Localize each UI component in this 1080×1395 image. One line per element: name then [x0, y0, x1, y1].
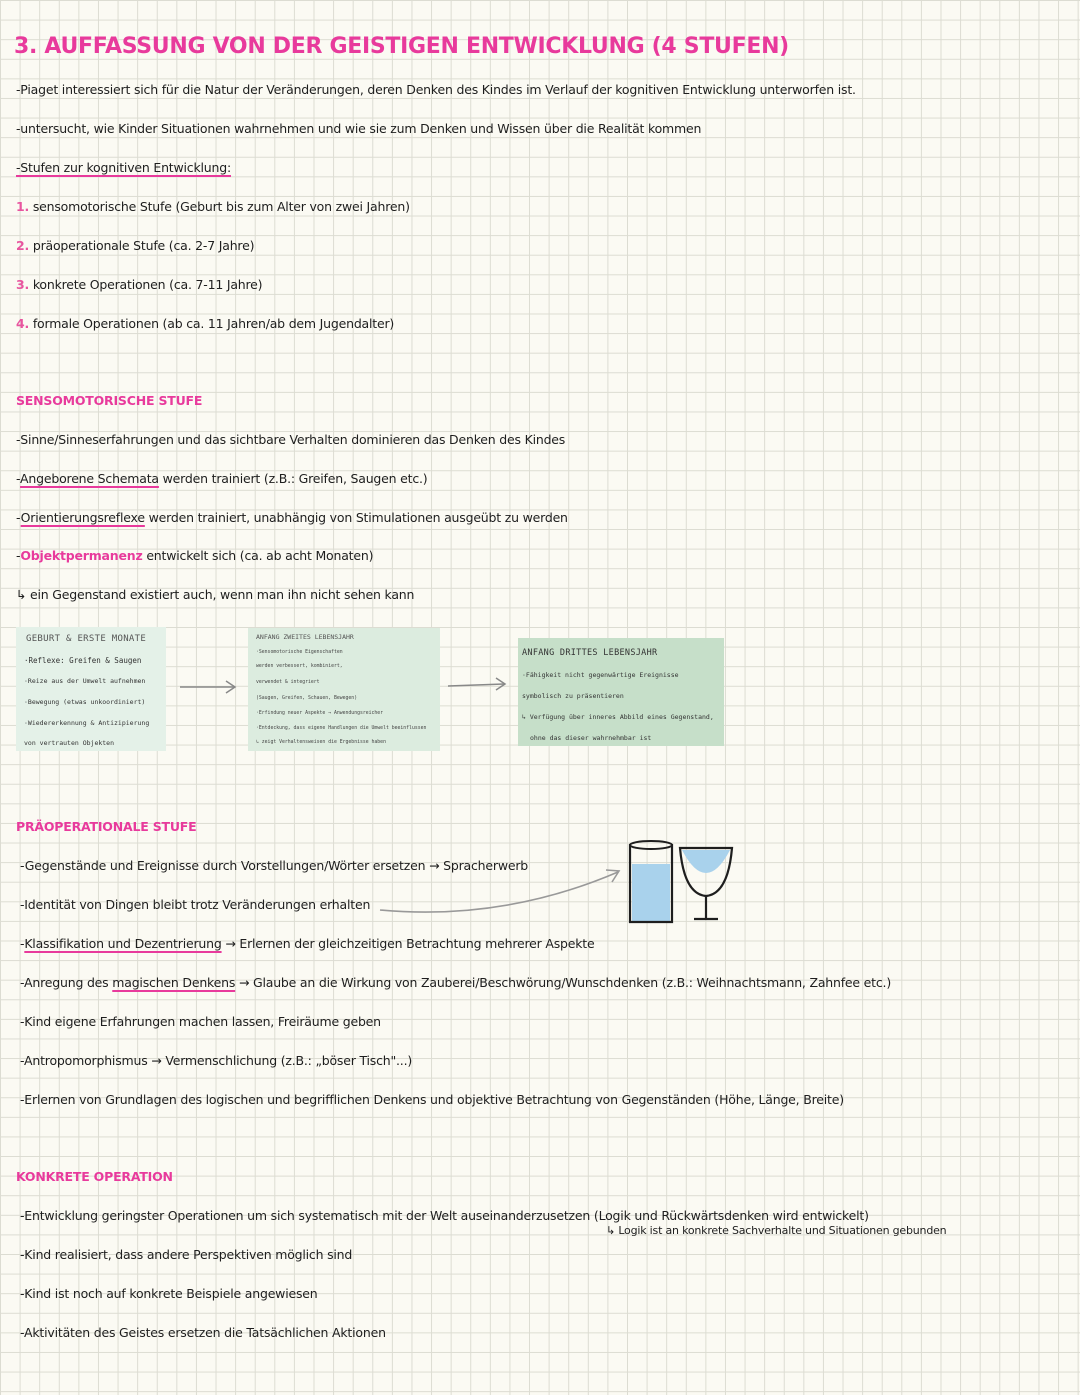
- stage-text: konkrete Operationen (ca. 7-11 Jahre): [32, 277, 263, 292]
- senso-line-5: ↳ ein Gegenstand existiert auch, wenn man ihn nicht sehen kann: [16, 587, 415, 602]
- senso-line-2: [16, 471, 427, 486]
- line-rest: → Erlernen der gleichzeitigen Betrachtung mehrerer Aspekte: [221, 936, 595, 951]
- water-glasses-icon: [624, 836, 736, 928]
- term-objektpermanenz: Objektpermanenz: [20, 548, 143, 563]
- term-schemata: Angeborene Schemata: [20, 471, 159, 486]
- konkret-line-2: -Kind realisiert, dass andere Perspektiven möglich sind: [20, 1247, 353, 1262]
- stage-item-4: [16, 316, 394, 331]
- box-title: ANFANG DRITTES LEBENSJAHR: [522, 648, 658, 658]
- box-line: ↳ zeigt Verhaltensweisen die Ergebnisse haben: [256, 740, 386, 745]
- timeline-box-third-year: [518, 638, 724, 746]
- intro-line-1: -Piaget interessiert sich für die Natur der Veränderungen, deren Denken des Kindes im Verlauf der kognitiven Entwicklung unterworfen ist.: [16, 82, 856, 97]
- timeline-box-birth: [16, 627, 166, 751]
- section-heading-senso: SENSOMOTORISCHE STUFE: [16, 393, 203, 408]
- senso-line-4: [16, 548, 373, 563]
- line-rest: → Glaube an die Wirkung von Zauberei/Beschwörung/Wunschdenken (z.B.: Weihnachtsmann, Zahnfee etc.): [235, 975, 891, 990]
- arrow-icon: [446, 675, 510, 697]
- arrow-icon: [178, 675, 240, 697]
- box-line: ·Erfindung neuer Aspekte → Anwendungsreicher: [256, 711, 384, 716]
- senso-line-1: -Sinne/Sinneserfahrungen und das sichtbare Verhalten dominieren das Denken des Kindes: [16, 432, 566, 447]
- box-line: ↳ Verfügung über inneres Abbild eines Gegenstand,: [522, 713, 714, 721]
- dash: -: [20, 936, 25, 951]
- box-line: ·Sensomotorische Eigenschaften: [256, 650, 343, 655]
- box-line: von vertrauten Objekten: [24, 739, 115, 747]
- konkret-line-4: -Aktivitäten des Geistes ersetzen die Tatsächlichen Aktionen: [20, 1325, 386, 1340]
- konkret-line-1-sub: ↳ Logik ist an konkrete Sachverhalte und Situationen gebunden: [606, 1224, 947, 1237]
- konkret-line-1: -Entwicklung geringster Operationen um sich systematisch mit der Welt auseinanderzusetzen (Logik und Rückwärtsdenken wird entwickelt): [20, 1208, 869, 1223]
- stage-text: präoperationale Stufe (ca. 2-7 Jahre): [32, 238, 255, 253]
- line-rest: entwickelt sich (ca. ab acht Monaten): [142, 548, 374, 563]
- box-line: ·Entdeckung, dass eigene Handlungen die Umwelt beeinflussen: [256, 726, 427, 731]
- box-line: ·Reflexe: Greifen & Saugen: [24, 656, 142, 665]
- senso-line-3: [16, 510, 568, 525]
- box-line: ·Reize aus der Umwelt aufnehmen: [24, 677, 146, 685]
- stage-number: 4.: [16, 316, 30, 331]
- praeop-line-2: -Identität von Dingen bleibt trotz Veränderungen erhalten: [20, 897, 371, 912]
- stages-heading: -Stufen zur kognitiven Entwicklung:: [16, 160, 231, 175]
- dash: -: [16, 510, 21, 525]
- section-heading-praeop: PRÄOPERATIONALE STUFE: [16, 819, 197, 834]
- praeop-line-7: -Erlernen von Grundlagen des logischen und begrifflichen Denkens und objektive Betrachtung von Gegenständen (Höhe, Länge, Breite): [20, 1092, 844, 1107]
- section-heading-konkret: KONKRETE OPERATION: [16, 1169, 173, 1184]
- box-line: ·Fähigkeit nicht gegenwärtige Ereignisse: [522, 671, 679, 679]
- praeop-line-1: -Gegenstände und Ereignisse durch Vorstellungen/Wörter ersetzen → Spracherwerb: [20, 858, 529, 873]
- box-line: ·Bewegung (etwas unkoordiniert): [24, 698, 146, 706]
- box-line: werden verbessert, kombiniert,: [256, 664, 343, 669]
- page-title: 3. AUFFASSUNG VON DER GEISTIGEN ENTWICKLUNG (4 STUFEN): [14, 34, 789, 59]
- box-line: ·Wiedererkennung & Antizipierung: [24, 719, 150, 727]
- box-line: ohne das dieser wahrnehmbar ist: [530, 734, 652, 742]
- stage-item-1: [16, 199, 410, 214]
- line-rest: werden trainiert (z.B.: Greifen, Saugen etc.): [158, 471, 428, 486]
- stage-number: 3.: [16, 277, 30, 292]
- timeline-box-second-year: [248, 628, 440, 751]
- stage-text: sensomotorische Stufe (Geburt bis zum Alter von zwei Jahren): [32, 199, 410, 214]
- term-orientierungsreflexe: Orientierungsreflexe: [20, 510, 145, 525]
- stage-text: formale Operationen (ab ca. 11 Jahren/ab dem Jugendalter): [32, 316, 395, 331]
- praeop-line-5: -Kind eigene Erfahrungen machen lassen, Freiräume geben: [20, 1014, 381, 1029]
- box-title: GEBURT & ERSTE MONATE: [26, 634, 147, 644]
- dash: -: [16, 548, 21, 563]
- box-line: (Saugen, Greifen, Schauen, Bewegen): [256, 696, 358, 701]
- intro-line-2: -untersucht, wie Kinder Situationen wahrnehmen und wie sie zum Denken und Wissen über die Realität kommen: [16, 121, 702, 136]
- line-rest: werden trainiert, unabhängig von Stimulationen ausgeübt zu werden: [144, 510, 568, 525]
- stage-item-2: [16, 238, 254, 253]
- stage-item-3: [16, 277, 262, 292]
- box-line: symbolisch zu präsentieren: [522, 692, 624, 700]
- box-line: verwendet & integriert: [256, 680, 320, 685]
- curved-arrow-icon: [378, 862, 628, 918]
- dash: -: [16, 471, 21, 486]
- term-magisches-denken: magischen Denkens: [112, 975, 236, 990]
- konkret-line-3: -Kind ist noch auf konkrete Beispiele angewiesen: [20, 1286, 318, 1301]
- praeop-line-4: [20, 975, 891, 990]
- box-title: ANFANG ZWEITES LEBENSJAHR: [256, 633, 354, 641]
- stage-number: 2.: [16, 238, 30, 253]
- term-klassifikation: Klassifikation und Dezentrierung: [24, 936, 222, 951]
- praeop-line-6: -Antropomorphismus → Vermenschlichung (z.B.: „böser Tisch"...): [20, 1053, 413, 1068]
- praeop-line-3: [20, 936, 595, 951]
- stage-number: 1.: [16, 199, 30, 214]
- line-start: -Anregung des: [20, 975, 113, 990]
